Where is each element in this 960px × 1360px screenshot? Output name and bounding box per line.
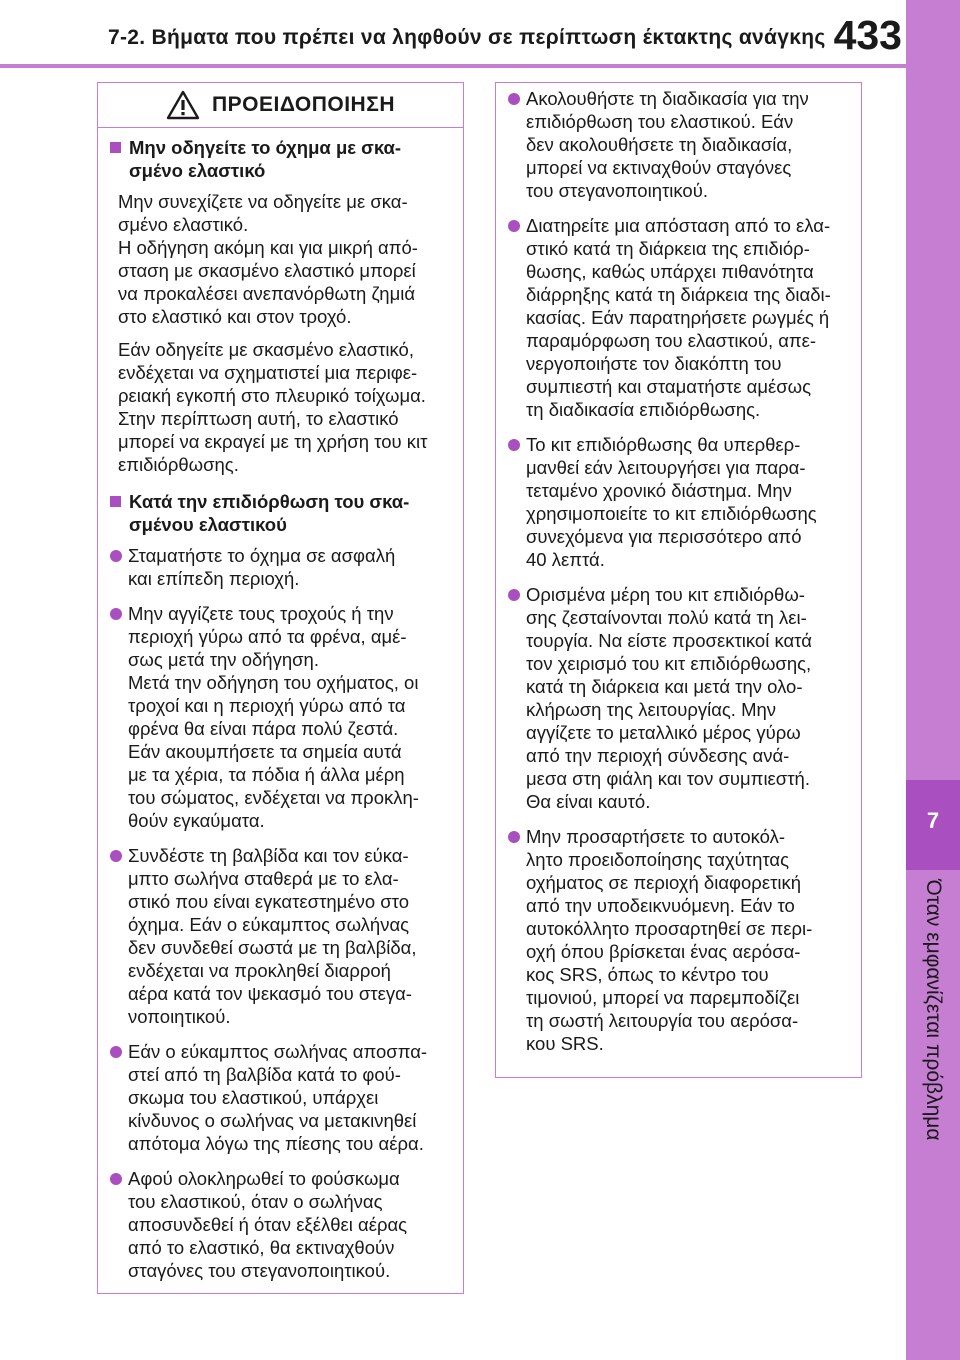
header-rule <box>0 64 906 68</box>
list-item-text: Εάν ο εύκαμπτος σωλήνας αποσπα- στεί από τη βαλβίδα κατά το φού- σκωμα του ελαστικού, υπάρχει κίνδυνος ο σωλήνας να μετακινηθεί απότομα λόγω της πίεσης του αέρα. <box>128 1041 428 1154</box>
subheading-text: Κατά την επιδιόρθωση του σκα- σμένου ελαστικού <box>129 491 410 535</box>
chapter-title: Όταν εμφανίζεται πρόβλημα <box>922 879 945 1141</box>
square-bullet-icon <box>110 142 121 153</box>
warning-triangle-icon <box>166 90 200 120</box>
list-item <box>508 583 851 813</box>
circle-bullet-icon <box>508 439 520 451</box>
subheading-repair <box>110 490 453 536</box>
circle-bullet-icon <box>110 1173 122 1185</box>
paragraph: Εάν οδηγείτε με σκασμένο ελαστικό, ενδέχεται να σχηματιστεί μια περιφε- ρειακή εγκοπή στο πλευρικό τοίχωμα. Στην περίπτωση αυτή, το ελαστικό μπορεί να εκραγεί με τη χρήση του κιτ επιδιόρθωσης. <box>118 339 428 475</box>
circle-bullet-icon <box>508 220 520 232</box>
circle-bullet-icon <box>110 550 122 562</box>
list-item-text: Το κιτ επιδιόρθωσης θα υπερθερ- μανθεί εάν λειτουργήσει για παρα- τεταμένο χρονικό διάστημα. Μην χρησιμοποιείτε το κιτ επιδιόρθωσης συνεχόμενα για περισσότερο από 40 λεπτά. <box>526 434 817 570</box>
list-item-text: Μην προσαρτήσετε το αυτοκόλ- λητο προειδοποίησης ταχύτητας οχήματος σε περιοχή διαφορετική από την υποδεικνυόμενη. Εάν το αυτοκόλλητο προσαρτηθεί σε περι- οχή όπου βρίσκεται ένας αερόσα- κος SRS, όπως το κέντρο του τιμονιού, μπορεί να παρεμποδίζει τη σωστή λειτουργία του αερόσα- κου SRS. <box>526 826 813 1054</box>
section-title: 7-2. Βήματα που πρέπει να ληφθούν σε περίπτωση έκτακτης ανάγκης <box>108 26 826 49</box>
circle-bullet-icon <box>508 831 520 843</box>
list-item-text: Αφού ολοκληρωθεί το φούσκωμα του ελαστικού, όταν ο σωλήνας αποσυνδεθεί ή όταν εξέλθει αέρας από το ελαστικό, θα εκτιναχθούν σταγόνες του στεγανοποιητικού. <box>128 1168 408 1281</box>
subheading-flat-tire-driving <box>110 136 453 182</box>
circle-bullet-icon <box>508 93 520 105</box>
list-item <box>508 87 851 202</box>
warning-content-right <box>496 83 861 1055</box>
list-item-text: Ορισμένα μέρη του κιτ επιδιόρθω- σης ζεσταίνονται πολύ κατά τη λει- τουργία. Να είστε προσεκτικοί κατά τον χειρισμό του κιτ επιδιόρθωσης, κατά τη διάρκεια και μετά την ολο- κλήρωση της λειτουργίας. Μην αγγίζετε το μεταλλικό μέρος γύρω από την περιοχή σύνδεσης ανά- μεσα στη φιάλη και τον συμπιεστή. Θα είναι καυτό. <box>526 584 812 812</box>
list-item <box>508 214 851 421</box>
list-item <box>110 602 453 832</box>
list-item-text: Σταματήστε το όχημα σε ασφαλή και επίπεδη περιοχή. <box>128 545 396 589</box>
warning-title: ΠΡΟΕΙΔΟΠΟΙΗΣΗ <box>212 93 395 116</box>
list-item-text: Διατηρείτε μια απόσταση από το ελα- στικό κατά τη διάρκεια της επιδιόρ- θωσης, καθώς υπάρχει πιθανότητα διάρρηξης κατά τη διάρκεια της διαδι- κασίας. Εάν παρατηρήσετε ρωγμές ή παραμόρφωση του ελαστικού, απε- νεργοποιήστε τον διακόπτη του συμπιεστή και σταματήστε αμέσως τη διαδικασία επιδιόρθωσης. <box>526 215 831 420</box>
warning-header <box>98 83 463 128</box>
list-item <box>110 844 453 1028</box>
circle-bullet-icon <box>110 608 122 620</box>
square-bullet-icon <box>110 496 121 507</box>
warning-box-left <box>97 82 464 1294</box>
paragraph: Μην συνεχίζετε να οδηγείτε με σκα- σμένο ελαστικό. Η οδήγηση ακόμη και για μικρή από- σταση με σκασμένο ελαστικό μπορεί να προκαλέσει ανεπανόρθωτη ζημιά στο ελαστικό και στον τροχό. <box>118 191 418 327</box>
page-number: 433 <box>833 12 902 58</box>
warning-box-right <box>495 82 862 1078</box>
list-item <box>110 544 453 590</box>
circle-bullet-icon <box>110 850 122 862</box>
subheading-text: Μην οδηγείτε το όχημα με σκα- σμένο ελαστικό <box>129 137 402 181</box>
warning-content-left <box>98 128 463 1282</box>
list-item-text: Ακολουθήστε τη διαδικασία για την επιδιόρθωση του ελαστικού. Εάν δεν ακολουθήσετε τη διαδικασία, μπορεί να εκτιναχθούν σταγόνες του στεγανοποιητικού. <box>526 88 809 201</box>
circle-bullet-icon <box>508 589 520 601</box>
list-item <box>110 1040 453 1155</box>
list-item <box>110 1167 453 1282</box>
list-item <box>508 433 851 571</box>
list-item-text: Μην αγγίζετε τους τροχούς ή την περιοχή γύρω από τα φρένα, αμέ- σως μετά την οδήγηση. Μετά την οδήγηση του οχήματος, οι τροχοί και η περιοχή γύρω από τα φρένα θα είναι πάρα πολύ ζεστά. Εάν ακουμπήσετε τα σημεία αυτά με τα χέρια, τα πόδια ή άλλα μέρη του σώματος, ενδέχεται να προκλη- θούν εγκαύματα. <box>128 603 419 831</box>
circle-bullet-icon <box>110 1046 122 1058</box>
list-item <box>508 825 851 1055</box>
list-item-text: Συνδέστε τη βαλβίδα και τον εύκα- μπτο σωλήνα σταθερά με το ελα- στικό που είναι εγκατεστημένο στο όχημα. Εάν ο εύκαμπτος σωλήνας δεν συνδεθεί σωστά με τη βαλβίδα, ενδέχεται να προκληθεί διαρροή αέρα κατά τον ψεκασμό του στεγα- νοποιητικού. <box>128 845 417 1027</box>
chapter-number: 7 <box>926 808 940 833</box>
